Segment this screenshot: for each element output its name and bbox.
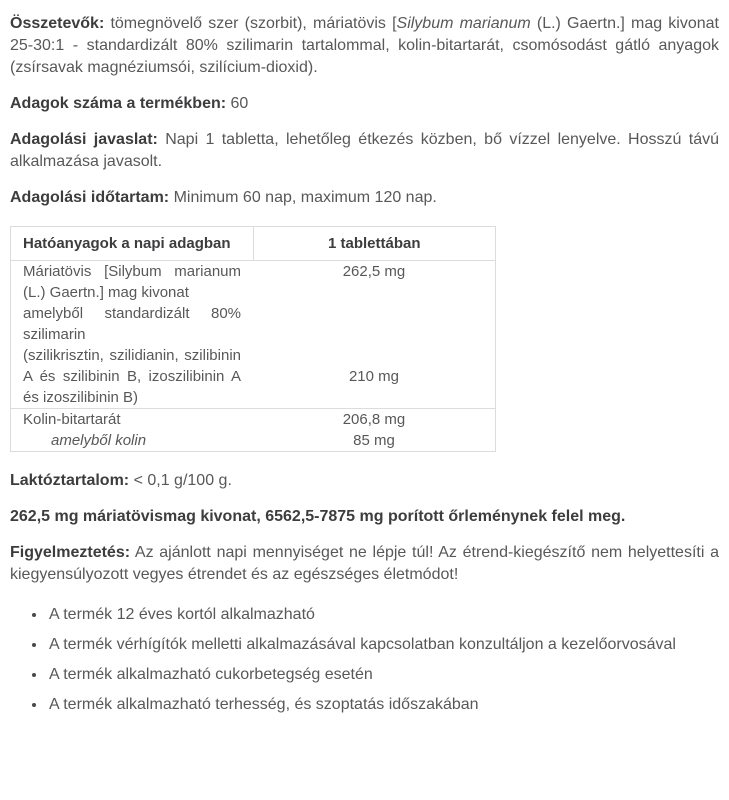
lactose-label: Laktóztartalom: xyxy=(10,472,130,489)
ingredients-label: Összetevők: xyxy=(10,15,105,32)
warning-text: Az ajánlott napi mennyiséget ne lépje túl! Az étrend-kiegészítő nem helyettesíti a kiegyensúlyozott vegyes étrendet és az egészséges életmódot! xyxy=(10,544,720,583)
ingredients-text-start: tömegnövelő szer (szorbit), máriatövis [ xyxy=(110,15,397,32)
list-item: • A termék 12 éves kortól alkalmazható xyxy=(47,604,719,626)
table-row xyxy=(11,409,496,431)
ingredient-amount-cell: 210 mg xyxy=(253,345,496,409)
warning-label: Figyelmeztetés: xyxy=(10,544,131,561)
ingredient-name-cell xyxy=(11,261,254,346)
table-row xyxy=(11,345,496,409)
duration-line xyxy=(10,187,719,209)
table-row xyxy=(11,430,496,452)
ingredient-amount-cell: 262,5 mg xyxy=(342,263,406,280)
table-row xyxy=(11,261,496,346)
lactose-line xyxy=(10,470,719,492)
ingredients-text-end: (L.) Gaertn.] mag kivonat 25-30:1 - standardizált 80% szilimarin tartalommal, kolin-bitartarát, csomósodást gátló anyagok (zsírsavak magnéziumsói, szilícium-dioxid). xyxy=(10,15,719,76)
ingredient-name-cell: Kolin-bitartarát xyxy=(23,411,121,428)
ingredients-paragraph xyxy=(10,13,719,79)
duration-label: Adagolási időtartam: xyxy=(10,189,170,206)
warning-paragraph xyxy=(10,542,719,586)
table-header-per-tablet: 1 tablettában xyxy=(253,227,496,261)
servings-value: 60 xyxy=(230,95,249,112)
ingredient-standardized-text: amelyből standardizált 80% szilimarin xyxy=(23,305,241,343)
usage-notes-list xyxy=(10,604,719,716)
list-item: • A termék vérhígítók melletti alkalmazásával kapcsolatban konzultáljon a kezelőorvosával xyxy=(47,634,719,656)
dosage-text: Napi 1 tabletta, lehetőleg étkezés közben, bő vízzel lenyelve. Hosszú távú alkalmazása javasolt. xyxy=(10,131,720,170)
servings-label: Adagok száma a termékben: xyxy=(10,95,227,112)
servings-line xyxy=(10,93,719,115)
equivalence-line: 262,5 mg máriatövismag kivonat, 6562,5-7875 mg porított őrleménynek felel meg. xyxy=(10,508,626,525)
dosage-label: Adagolási javaslat: xyxy=(10,131,158,148)
duration-text: Minimum 60 nap, maximum 120 nap. xyxy=(173,189,437,206)
lactose-value: < 0,1 g/100 g. xyxy=(133,472,232,489)
list-item: • A termék alkalmazható terhesség, és szoptatás időszakában xyxy=(47,694,719,716)
dosage-paragraph xyxy=(10,129,719,173)
ingredient-name-text: Máriatövis [Silybum marianum (L.) Gaertn.] mag kivonat xyxy=(23,263,241,301)
ingredient-amount-cell: 206,8 mg xyxy=(342,411,406,428)
table-header-ingredients: Hatóanyagok a napi adagban xyxy=(11,227,254,261)
ingredient-amount-cell: 85 mg xyxy=(353,432,395,449)
table-header-row xyxy=(11,227,496,261)
active-ingredients-table xyxy=(10,226,496,452)
latin-species-name: Silybum marianum xyxy=(396,15,531,32)
list-item: • A termék alkalmazható cukorbetegség esetén xyxy=(47,664,719,686)
ingredient-subname-cell: amelyből kolin xyxy=(51,432,147,449)
ingredient-name-cell: (szilikrisztin, szilidianin, szilibinin A és szilibinin B, izoszilibinin A és izoszilibinin B) xyxy=(11,345,254,409)
